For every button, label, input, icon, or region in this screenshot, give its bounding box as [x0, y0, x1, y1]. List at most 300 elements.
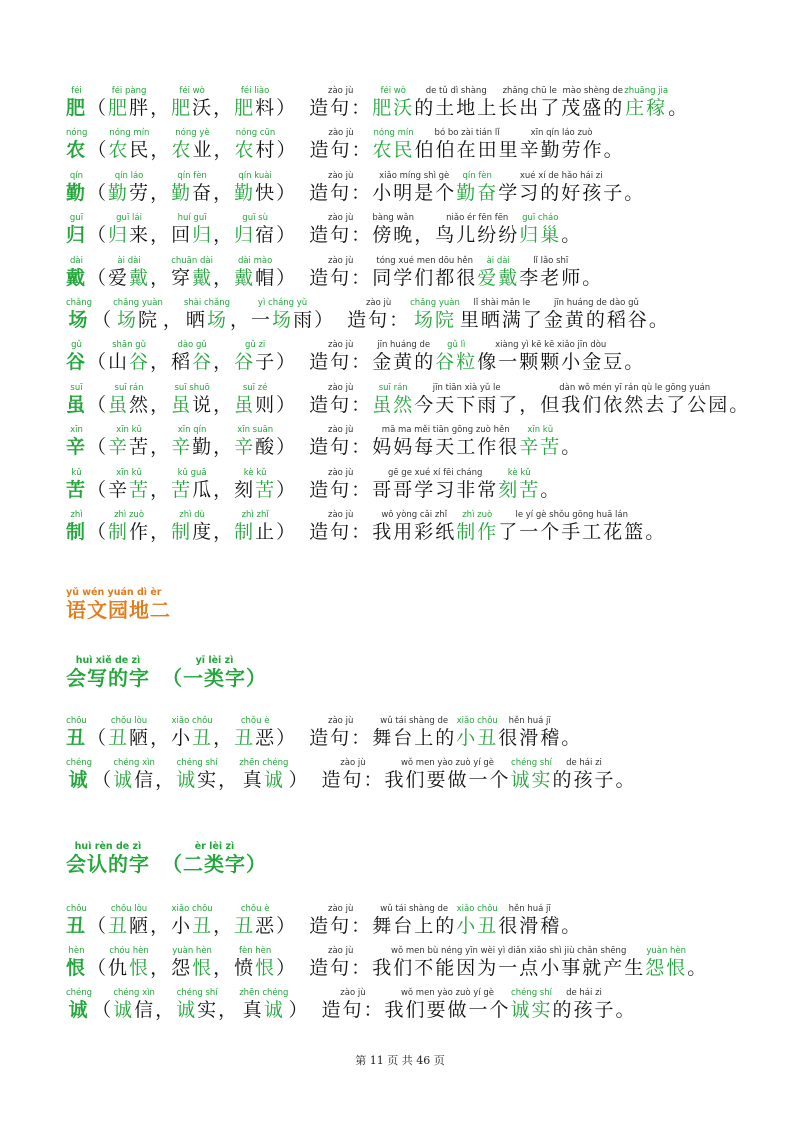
sentence-part [561, 213, 582, 247]
sentence-part [460, 298, 544, 332]
sentence-label [347, 298, 410, 332]
sentence-part-pinyin: mā ma měi tiān gōng zuò hěn [381, 425, 510, 436]
sentence-keyword-text: 爱戴 [477, 266, 520, 289]
sentence-part-pinyin [696, 946, 699, 956]
vocab-entry [66, 377, 750, 417]
title-part-text: （一类字） [162, 666, 267, 690]
sentence-keyword-text: 勤奋 [456, 181, 499, 204]
title-part [66, 842, 150, 876]
sentence-keyword-text: 怨恨 [645, 957, 688, 979]
sentence-keyword-pinyin: féi wò [380, 86, 406, 96]
sentence-part-text: 像一颗颗小金豆 [477, 351, 625, 374]
sentence-part-text: 。 [645, 521, 667, 543]
entry-char [66, 946, 87, 980]
sentence-keyword-text: 庄稼 [625, 97, 668, 119]
related-word [108, 213, 150, 247]
sentence-keyword [456, 904, 498, 938]
sentence-keyword-pinyin: chéng shí [511, 988, 552, 998]
title-part [162, 656, 267, 690]
related-word-text: 肥料 [234, 97, 277, 119]
related-word [171, 340, 213, 374]
related-word-pinyin: suī rán [114, 382, 144, 393]
sentence-part-text: 。 [648, 309, 670, 331]
sentence-part-text: 。 [561, 915, 583, 937]
sentence-part-pinyin: xīn qín láo zuò [530, 128, 593, 139]
related-word-pinyin: chǒu è [240, 904, 270, 914]
comma: ， [150, 351, 172, 374]
related-word [171, 383, 213, 417]
entry-char-text: 诚 [68, 769, 90, 791]
sentence-label-pinyin: zào jù [328, 128, 354, 139]
sentence-part-text: 金黄的 [372, 351, 436, 374]
related-word [171, 256, 213, 290]
sentence-part [498, 86, 561, 120]
open-paren: （ [87, 266, 109, 289]
related-word-text: 虽然 [108, 393, 151, 416]
entry-char [66, 213, 87, 247]
sentence-part-pinyin: bó bo zài tián lǐ [434, 128, 500, 139]
sentence-part-pinyin: xiàng yì kē kē xiǎo jīn dòu [495, 340, 607, 351]
sentence-part-text: 我们不能因为一点小事就产生 [372, 957, 646, 979]
sentence-part-text: 学习的好孩子 [498, 181, 625, 204]
sentence-part-text: 妈妈每天工作很 [372, 436, 520, 459]
sentence-part-text: 的孩子 [552, 769, 616, 791]
sentence-part-text: 同学们都很 [372, 266, 478, 289]
sentence-label-pinyin: zào jù [328, 86, 354, 96]
sentence-label-text: 造句： [309, 97, 373, 119]
entry-char [66, 510, 87, 544]
sentence-part-text: 。 [668, 97, 690, 119]
sentence-keyword [510, 988, 552, 1022]
close-paren: ） [288, 769, 310, 791]
sentence-part [729, 383, 750, 417]
related-word-pinyin: chuān dài [171, 255, 213, 266]
related-word [113, 758, 155, 792]
close-paren: ） [276, 224, 298, 247]
sentence-part-pinyin: wǔ tái shàng de [380, 716, 449, 726]
close-paren: ） [276, 181, 298, 204]
sentence-part-pinyin: bàng wǎn [372, 213, 415, 224]
entry-char [66, 904, 87, 938]
sentence-part-pinyin [658, 298, 661, 308]
sentence-part [561, 425, 582, 459]
sentence-part-text: ， [519, 393, 541, 416]
related-word-text: 制止 [234, 521, 277, 543]
open-paren: （ [87, 521, 109, 543]
open-paren: （ [87, 478, 109, 501]
sentence-label-pinyin: zào jù [340, 988, 366, 998]
open-paren: （ [92, 999, 114, 1021]
entry-char-pinyin: gǔ [71, 340, 82, 351]
sentence-part-pinyin: dàn wǒ mén yī rán qù le gōng yuán [559, 382, 711, 393]
sentence-part-pinyin: zhǎng chū le [502, 86, 557, 96]
related-word [108, 256, 150, 290]
sentence-label-text: 造句： [309, 139, 373, 162]
sentence-part-text: 的土地上 [414, 97, 499, 119]
related-word-text: 农民 [108, 139, 151, 162]
sentence-part-text: 。 [603, 139, 625, 162]
related-word [234, 128, 276, 162]
sentence-part-pinyin [625, 988, 628, 998]
sentence-part [645, 510, 666, 544]
related-word-text: 真诚 [242, 769, 285, 791]
related-word-text: 苦瓜 [171, 478, 214, 501]
vocab-entry [66, 752, 637, 792]
sentence-label-text: 造句： [321, 999, 385, 1021]
sentence-part [435, 213, 519, 247]
related-word [184, 298, 230, 332]
entry-char-pinyin: zhì [70, 510, 83, 520]
sentence-label-pinyin: zào jù [328, 170, 354, 181]
related-word [234, 904, 276, 938]
sentence-part-pinyin [570, 213, 573, 223]
sentence-part-text: 舞台上的 [372, 727, 457, 749]
sentence-part [498, 904, 561, 938]
sentence-part [372, 468, 498, 502]
entry-char-pinyin: féi [71, 86, 82, 96]
sentence-part-text: 。 [615, 999, 637, 1021]
related-word-pinyin: zhēn chéng [239, 988, 289, 998]
sentence-keyword-pinyin: chéng shí [511, 758, 552, 768]
sentence-keyword-pinyin: zhì zuò [462, 510, 493, 520]
sentence-part [553, 988, 616, 1022]
entry-char [66, 128, 87, 162]
related-word [171, 128, 213, 162]
entry-char-text: 丑 [66, 915, 88, 937]
sentence-part-text: 茂盛的 [561, 97, 625, 119]
comma: ， [213, 521, 235, 543]
sentence-keyword-pinyin: yuàn hèn [646, 946, 687, 956]
sentence-part-pinyin: hěn huá jī [508, 716, 551, 726]
sentence-part-text: 。 [624, 181, 646, 204]
comma: ， [150, 224, 172, 247]
comma: ， [150, 957, 172, 979]
sentence-part-pinyin: wǒ yòng cǎi zhǐ [381, 510, 448, 520]
vocab-entry [66, 940, 708, 980]
related-word [171, 425, 213, 459]
related-word-text: 谷子 [234, 351, 277, 374]
sentence-part-pinyin: le yí gè shǒu gōng huā lán [515, 510, 628, 520]
related-word-pinyin: chǎng yuàn [113, 298, 163, 308]
sentence-part [477, 340, 624, 374]
entry-char [66, 468, 87, 502]
related-word-pinyin: chǒu lòu [110, 904, 148, 914]
related-word-pinyin: chéng xìn [113, 988, 155, 998]
entry-char-pinyin: chéng [66, 988, 93, 998]
sentence-part-pinyin: de hái zi [566, 758, 602, 768]
vocab-entry [66, 419, 582, 459]
sentence-part-pinyin [613, 128, 616, 138]
sentence-part [498, 510, 645, 544]
entry-char [66, 86, 87, 120]
entry-char-text: 恨 [66, 957, 88, 979]
related-word [113, 988, 155, 1022]
related-word-pinyin: chǒu è [240, 716, 270, 726]
sentence-keyword-pinyin: ài dài [486, 255, 510, 266]
related-word-pinyin: féi liào [240, 86, 270, 96]
related-word-text: 制作 [108, 521, 151, 543]
comma: ， [150, 521, 172, 543]
related-word-pinyin: dào gǔ [177, 340, 207, 351]
related-word-text: 场院 [116, 309, 159, 331]
comma: ， [150, 915, 172, 937]
sentence-label-pinyin: zào jù [328, 213, 354, 224]
sentence-keyword [456, 171, 498, 205]
related-word [234, 468, 276, 502]
close-paren: ） [276, 351, 298, 374]
open-paren: （ [87, 915, 109, 937]
related-word [176, 758, 218, 792]
sentence-label [309, 468, 372, 502]
sentence-part-text: 。 [561, 436, 583, 459]
comma: ， [150, 478, 172, 501]
related-word-text: 勤奋 [171, 181, 214, 204]
comma: ， [213, 478, 235, 501]
related-word-pinyin: chóu hèn [109, 946, 149, 956]
sentence-label-pinyin: zào jù [328, 382, 354, 393]
related-word-text: 勤劳 [108, 181, 151, 204]
related-word-pinyin: nóng mín [109, 128, 150, 139]
related-word [171, 213, 213, 247]
sentence-label-text: 造句： [309, 436, 373, 459]
title-part-pinyin: èr lèi zì [194, 841, 235, 852]
related-word [239, 758, 288, 792]
sentence-label-text: 造句： [347, 309, 411, 331]
related-word-text: 辛酸 [234, 436, 277, 459]
sentence-keyword [477, 256, 519, 290]
sentence-part-text: 。 [687, 957, 709, 979]
sentence-part [372, 510, 456, 544]
sentence-part [553, 758, 616, 792]
related-word-text: 诚信 [113, 999, 156, 1021]
sentence-part [372, 716, 456, 750]
related-word-pinyin: chéng xìn [113, 758, 155, 768]
related-word-text: 回归 [171, 224, 214, 247]
sentence-part-pinyin [591, 256, 594, 266]
sentence-part-pinyin [654, 510, 657, 520]
sentence-part-text: 哥哥学习非常 [372, 478, 499, 501]
sentence-keyword-pinyin: suī rán [378, 382, 408, 393]
sentence-part [624, 171, 645, 205]
related-word-pinyin: yì cháng yǔ [257, 298, 308, 308]
comma: ， [150, 181, 172, 204]
comma: ， [155, 999, 177, 1021]
related-word-text: 虽说 [171, 393, 214, 416]
sentence-label-text: 造句： [309, 915, 373, 937]
vocab-entry [66, 80, 689, 120]
sentence-part [519, 256, 582, 290]
sentence-part [414, 86, 498, 120]
related-word-text: 丑恶 [234, 727, 277, 749]
sentence-part [372, 904, 456, 938]
sentence-part [520, 128, 604, 162]
entry-char [66, 383, 87, 417]
write-chars-title [66, 656, 269, 690]
sentence-part-text: 里晒满了 [459, 309, 544, 331]
close-paren: ） [276, 727, 298, 749]
sentence-part-pinyin: jīn huáng de [377, 340, 431, 351]
related-word-text: 丑陋 [108, 727, 151, 749]
comma: ， [150, 266, 172, 289]
sentence-part-text: 傍晚 [372, 224, 415, 247]
comma: ， [213, 266, 235, 289]
sentence-label-text: 造句： [309, 393, 373, 416]
related-word [113, 298, 163, 332]
sentence-part-pinyin: xué xí de hǎo hái zi [519, 170, 603, 181]
entry-char-text: 辛 [66, 436, 88, 459]
related-word-pinyin: fèn hèn [238, 946, 272, 956]
comma: ， [218, 769, 240, 791]
close-paren: ） [288, 999, 310, 1021]
related-word-pinyin: xīn suān [237, 425, 274, 436]
entry-char-text: 勤 [66, 181, 88, 204]
sentence-part [415, 128, 520, 162]
related-word-text: 诚信 [113, 769, 156, 791]
related-word-text: 穿戴 [171, 266, 214, 289]
sentence-part-pinyin [625, 758, 628, 768]
related-word [108, 128, 150, 162]
related-word-text: 农业 [171, 139, 214, 162]
sentence-keyword-pinyin: xiǎo chǒu [456, 716, 498, 726]
sentence-part-text: 的孩子 [552, 999, 616, 1021]
sentence-keyword-pinyin: guī cháo [522, 213, 559, 224]
sentence-label [321, 758, 384, 792]
sentence-part-pinyin [570, 904, 573, 914]
sentence-part [616, 988, 637, 1022]
sentence-part-text: 舞台上的 [372, 915, 457, 937]
sentence-part-text: 。 [624, 351, 646, 374]
sentence-keyword [498, 468, 540, 502]
sentence-label-text: 造句： [309, 351, 373, 374]
close-paren: ） [276, 139, 298, 162]
related-word-text: 戴帽 [234, 266, 277, 289]
sentence-keyword-text: 刻苦 [498, 478, 541, 501]
sentence-part-pinyin [528, 383, 531, 393]
sentence-part-text: 很滑稽 [498, 727, 562, 749]
sentence-part-pinyin [570, 716, 573, 726]
sentence-label-pinyin: zào jù [328, 340, 354, 351]
sentence-keyword [519, 425, 561, 459]
sentence-part-pinyin: wǒ men bù néng yīn wèi yì diǎn xiǎo shì jiù chǎn shēng [391, 946, 627, 956]
comma: ， [213, 139, 235, 162]
sentence-keyword-text: 归巢 [519, 224, 562, 247]
sentence-part [372, 340, 435, 374]
related-word-pinyin: qín fèn [177, 170, 207, 181]
related-word [108, 383, 150, 417]
related-word-pinyin: nóng yè [175, 128, 210, 139]
related-word [108, 904, 150, 938]
related-word-text: 小丑 [171, 727, 214, 749]
sentence-keyword-pinyin: chǎng yuàn [410, 298, 460, 308]
comma: ， [230, 309, 252, 331]
related-word [234, 340, 276, 374]
sentence-label-pinyin: zào jù [328, 716, 354, 726]
sentence-part [561, 86, 624, 120]
related-word-pinyin: xiǎo chǒu [171, 904, 213, 914]
related-word-text: 仇恨 [108, 957, 151, 979]
related-word-text: 真诚 [242, 999, 285, 1021]
sentence-part [616, 758, 637, 792]
sentence-label [309, 86, 372, 120]
entry-char-text: 农 [66, 139, 88, 162]
related-word-text: 诚实 [176, 999, 219, 1021]
sentence-part [624, 340, 645, 374]
sentence-label-text: 造句： [309, 957, 373, 979]
related-word [171, 171, 213, 205]
related-word-pinyin: zhì zhǐ [241, 510, 269, 520]
sentence-label [310, 128, 373, 162]
related-word-pinyin: kè kǔ [243, 467, 267, 478]
sentence-label-pinyin: zào jù [328, 904, 354, 914]
vocab-entry [66, 207, 582, 247]
sentence-part-pinyin: lǐ lǎo shī [533, 255, 569, 266]
open-paren: （ [87, 181, 109, 204]
sentence-part [668, 86, 689, 120]
entry-char-text: 丑 [66, 727, 88, 749]
sentence-keyword-pinyin: nóng mín [373, 128, 414, 139]
open-paren: （ [87, 393, 109, 416]
related-word [234, 716, 276, 750]
related-word [234, 86, 276, 120]
sentence-part [519, 383, 540, 417]
vocab-entry [66, 898, 582, 938]
sentence-part [498, 171, 624, 205]
related-word [171, 468, 213, 502]
comma: ， [150, 139, 172, 162]
sentence-part-text: 很滑稽 [498, 915, 562, 937]
comma: ， [213, 97, 235, 119]
sentence-part [540, 383, 729, 417]
title-part-pinyin: huì rèn de zì [74, 841, 142, 852]
related-word-pinyin: guī lái [116, 213, 142, 224]
related-word-text: 勤快 [234, 181, 277, 204]
page-footer: 第 11 页 共 46 页 [355, 1054, 445, 1067]
sentence-part-text: 辛勤劳作 [519, 139, 604, 162]
sentence-part-pinyin: jīn huáng de dào gǔ [553, 298, 639, 308]
sentence-keyword [456, 510, 498, 544]
sentence-part-text: 。 [615, 769, 637, 791]
sentence-part-text: 我们要做一个 [384, 999, 511, 1021]
sentence-label-pinyin: zào jù [340, 758, 366, 768]
sentence-keyword [645, 946, 687, 980]
open-paren: （ [92, 309, 114, 331]
title-part-text: 会写的字 [66, 666, 150, 690]
sentence-part-pinyin: wǒ men yào zuò yí gè [400, 758, 495, 768]
related-word-pinyin: gǔ zi [244, 340, 266, 351]
sentence-label [309, 946, 372, 980]
sentence-part-text: 今天下雨了 [414, 393, 520, 416]
sentence-part [687, 946, 708, 980]
comma: ， [155, 769, 177, 791]
entry-char [66, 298, 92, 332]
sentence-part [372, 171, 456, 205]
sentence-label-text: 造句： [321, 769, 385, 791]
related-word [234, 213, 276, 247]
related-word-text: 辛苦 [108, 478, 151, 501]
entry-char-text: 场 [68, 309, 90, 331]
sentence-label-pinyin: zào jù [328, 946, 354, 956]
sentence-label [309, 383, 372, 417]
related-word-pinyin: guī sù [242, 213, 268, 224]
sentence-part-text: 。 [561, 224, 583, 247]
sentence-keyword-text: 肥沃 [372, 97, 415, 119]
related-word-pinyin: kǔ guā [177, 467, 207, 478]
open-paren: （ [87, 436, 109, 459]
comma: ， [213, 915, 235, 937]
sentence-label [321, 988, 384, 1022]
related-word-text: 归宿 [234, 224, 277, 247]
related-word [234, 510, 276, 544]
